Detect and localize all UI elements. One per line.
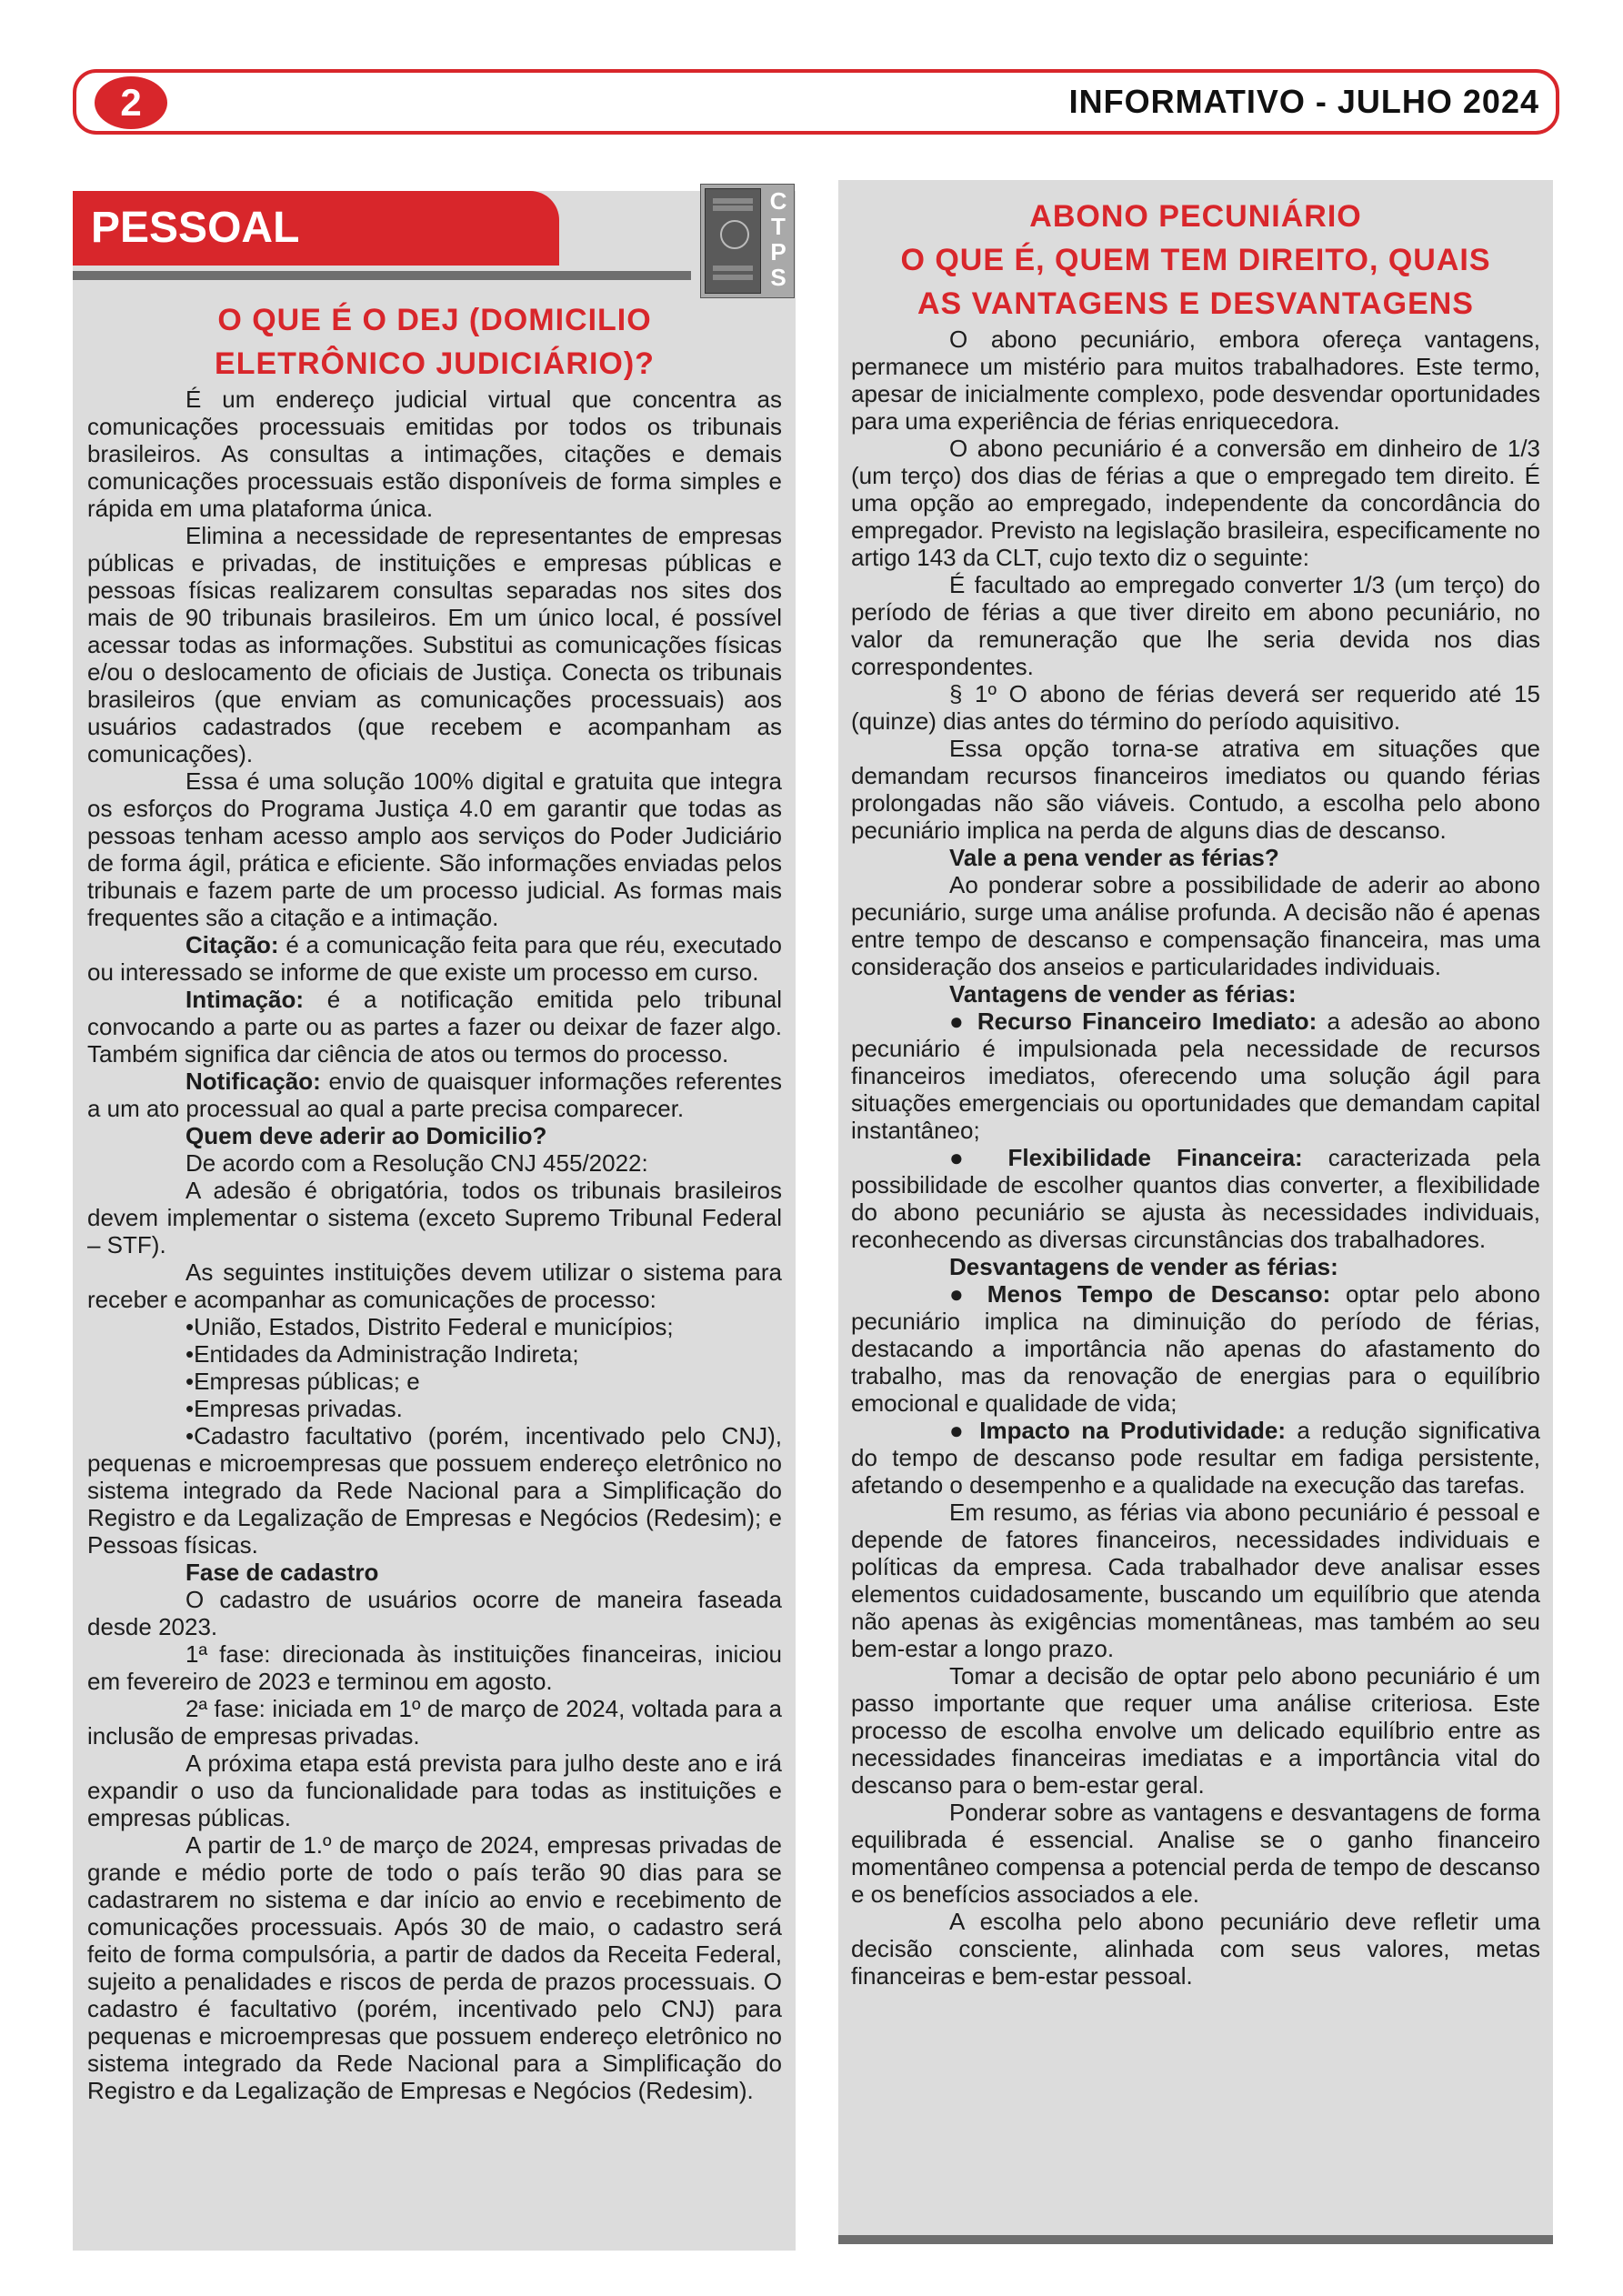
paragraph: Ponderar sobre as vantagens e desvantagens de forma equilibrada é essencial. Analise se o ganho financeiro momentâneo compensa a potencial perda de tempo de descanso e os benefícios associados a ele. [851,1799,1540,1908]
paragraph: Em resumo, as férias via abono pecuniário é pessoal e depende de fatores financeiros, necessidades individuais e políticas da empresa. Cada trabalhador deve analisar esses elementos cuidadosamente, buscando um equilíbrio que atenda não apenas às exigências momentâneas, mas também ao seu bem-estar a longo prazo. [851,1499,1540,1662]
abono-article-title: ABONO PECUNIÁRIO O QUE É, QUEM TEM DIREITO, QUAIS AS VANTAGENS E DESVANTAGENS [900,199,1491,321]
paragraph: De acordo com a Resolução CNJ 455/2022: [185,1149,648,1177]
definition-intimacao: Intimação: é a notificação emitida pelo tribunal convocando a parte ou as partes a fazer ou deixar de fazer algo. Também significa dar ciência de atos ou termos do processo. [87,986,782,1068]
abono-article [851,195,1540,1990]
advantage-item: ● Flexibilidade Financeira: caracterizada pela possibilidade de escolher quantos dias converter, a flexibilidade do abono pecuniário se ajusta às necessidades individuais, reconhecendo as diversas circunstâncias dos trabalhadores. [851,1144,1540,1253]
disadvantage-item: ● Menos Tempo de Descanso: optar pelo abono pecuniário implica na diminuição do período de férias, destacando a importância não apenas do afastamento do trabalho, mas da renovação de energias para o equilíbrio emocional e qualidade de vida; [851,1280,1540,1417]
list-item: •Cadastro facultativo (porém, incentivado pelo CNJ), pequenas e microempresas que possuem endereço eletrônico no sistema integrado da Rede Nacional para a Simplificação do Registro e da Legalização de Empresas e Negócios (Redesim); e Pessoas físicas. [87,1422,782,1559]
section-divider [73,271,691,280]
paragraph: O abono pecuniário, embora ofereça vantagens, permanece um mistério para muitos trabalhadores. Este termo, apesar de inicialmente complexo, pode desvendar oportunidades para uma experiência de férias enriquecedora. [851,326,1540,435]
paragraph: 2ª fase: iniciada em 1º de março de 2024, voltada para a inclusão de empresas privadas. [87,1695,782,1750]
paragraph: As seguintes instituições devem utilizar o sistema para receber e acompanhar as comunicações de processo: [87,1258,782,1313]
list-item: •Empresas públicas; e [185,1368,420,1395]
list-item: •União, Estados, Distrito Federal e municípios; [185,1313,674,1340]
paragraph: Elimina a necessidade de representantes de empresas públicas e privadas, de instituições e empresas públicas e pessoas físicas realizarem consultas separadas nos sites dos mais de 90 tribunais brasileiros. Em um único local, é possível acessar todas as informações. Substitui as comunicações físicas e/ou o deslocamento de oficiais de Justiça. Conecta os tribunais brasileiros (que enviam as comunicações processuais) aos usuários cadastrados (que recebem e acompanham as comunicações). [87,522,782,767]
paragraph: O abono pecuniário é a conversão em dinheiro de 1/3 (um terço) dos dias de férias a que o empregado tem direito. É uma opção ao empregado, independente da concordância do empregador. Previsto na legislação brasileira, especificamente no artigo 143 da CLT, cujo texto diz o seguinte: [851,435,1540,571]
quoted-law-text: É facultado ao empregado converter 1/3 (um terço) do período de férias a que tiver direito em abono pecuniário, no valor da remuneração que lhe seria devida nos dias correspondentes. [851,571,1540,680]
dej-article [87,298,782,2104]
ctps-logo-text: C T P S [769,187,787,291]
subheading-vale-a-pena: Vale a pena vender as férias? [949,844,1279,871]
paragraph: O cadastro de usuários ocorre de maneira faseada desde 2023. [87,1586,782,1640]
paragraph: A escolha pelo abono pecuniário deve refletir uma decisão consciente, alinhada com seus valores, metas financeiras e bem-estar pessoal. [851,1908,1540,1990]
definition-citacao: Citação: é a comunicação feita para que réu, executado ou interessado se informe de que existe um processo em curso. [87,931,782,986]
paragraph: Ao ponderar sobre a possibilidade de aderir ao abono pecuniário, surge uma análise profunda. A decisão não é apenas entre tempo de descanso e compensação financeira, mas uma consideração dos anseios e particularidades individuais. [851,871,1540,980]
paragraph: A partir de 1.º de março de 2024, empresas privadas de grande e médio porte de todo o país terão 90 dias para se cadastrarem no sistema e dar início ao envio e recebimento de comunicações processuais. Após 30 de maio, o cadastro será feito de forma compulsória, a partir de dados da Receita Federal, sujeito a penalidades e riscos de perda de prazos processuais. O cadastro é facultativo (porém, incentivado pelo CNJ) para pequenas e microempresas que possuem endereço eletrônico no sistema integrado da Rede Nacional para a Simplificação do Registro e da Legalização de Empresas e Negócios (Redesim). [87,1831,782,2104]
newsletter-title: INFORMATIVO - JULHO 2024 [1068,83,1539,120]
right-column-divider [838,2235,1553,2244]
paragraph: A próxima etapa está prevista para julho deste ano e irá expandir o uso da funcionalidade para todas as instituições e empresas públicas. [87,1750,782,1831]
subheading-desvantagens: Desvantagens de vender as férias: [949,1253,1338,1280]
page-number-badge: 2 [95,76,167,129]
paragraph: A adesão é obrigatória, todos os tribunais brasileiros devem implementar o sistema (exceto Supremo Tribunal Federal – STF). [87,1177,782,1258]
list-item: •Entidades da Administração Indireta; [185,1340,579,1368]
paragraph: Essa é uma solução 100% digital e gratuita que integra os esforços do Programa Justiça 4.0 em garantir que todas as pessoas tenham acesso amplo aos serviços do Poder Judiciário de forma ágil, prática e eficiente. São informações enviadas pelos tribunais e fazem parte de um processo judicial. As formas mais frequentes são a citação e a intimação. [87,767,782,931]
paragraph: 1ª fase: direcionada às instituições financeiras, iniciou em fevereiro de 2023 e terminou em agosto. [87,1640,782,1695]
ctps-booklet-icon [705,188,761,294]
advantage-item: ● Recurso Financeiro Imediato: a adesão ao abono pecuniário é impulsionada pela necessidade de recursos financeiros imediatos, oferecendo uma solução ágil para situações emergenciais ou oportunidades que demandam capital instantâneo; [851,1008,1541,1144]
subheading-fase-de-cadastro: Fase de cadastro [185,1559,379,1586]
list-item: •Empresas privadas. [185,1395,403,1422]
paragraph: É um endereço judicial virtual que concentra as comunicações processuais emitidas por todos os tribunais brasileiros. As consultas a intimações, citações e demais comunicações processuais estão disponíveis de forma simples e rápida em uma plataforma única. [87,386,782,522]
paragraph: Essa opção torna-se atrativa em situações que demandam recursos financeiros imediatos ou quando férias prolongadas não são viáveis. Contudo, a escolha pelo abono pecuniário implica na perda de alguns dias de descanso. [851,735,1540,844]
subheading-quem-deve-aderir: Quem deve aderir ao Domicilio? [185,1122,547,1149]
paragraph: Tomar a decisão de optar pelo abono pecuniário é um passo importante que requer uma análise criteriosa. Este processo de escolha envolve um delicado equilíbrio entre as necessidades financeiras imediatas e a importância vital do descanso para o bem-estar geral. [851,1662,1540,1799]
definition-notificacao: Notificação: envio de quaisquer informações referentes a um ato processual ao qual a parte precisa comparecer. [87,1068,782,1122]
subheading-vantagens: Vantagens de vender as férias: [949,980,1297,1008]
ctps-logo [700,184,795,298]
quoted-law-paragraph: § 1º O abono de férias deverá ser requerido até 15 (quinze) dias antes do término do período aquisitivo. [851,680,1540,735]
section-label-pessoal: PESSOAL [73,191,559,266]
dej-article-title: O QUE É O DEJ (DOMICILIO ELETRÔNICO JUDICIÁRIO)? [215,303,655,381]
disadvantage-item: ● Impacto na Produtividade: a redução significativa do tempo de descanso pode resultar em fadiga persistente, afetando o desempenho e a qualidade na execução das tarefas. [851,1417,1540,1499]
